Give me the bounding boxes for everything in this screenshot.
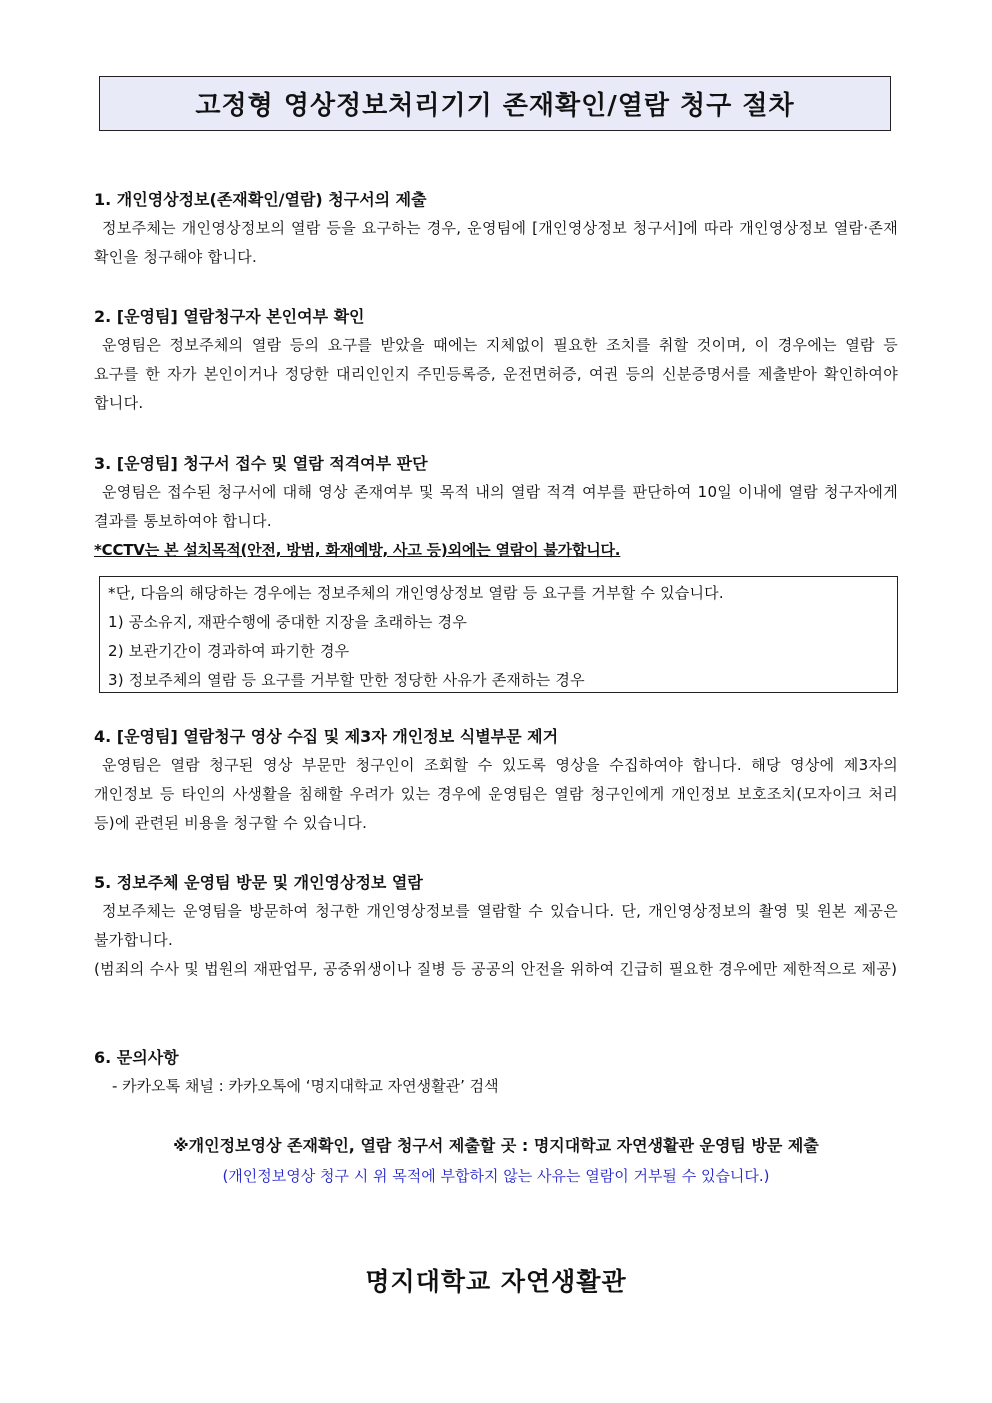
refusal-conditions-box bbox=[99, 576, 898, 693]
section-1 bbox=[94, 186, 898, 272]
kakao-channel-contact: - 카카오톡 채널 : 카카오톡에 ‘명지대학교 자연생활관’ 검색 bbox=[112, 1077, 499, 1095]
refusal-item: 3) 정보주체의 열람 등 요구를 거부할 만한 정당한 사유가 존재하는 경우 bbox=[108, 671, 585, 689]
section-3 bbox=[94, 450, 898, 565]
refusal-intro: *단, 다음의 해당하는 경우에는 정보주체의 개인영상정보 열람 등 요구를 거부할 수 있습니다. bbox=[108, 584, 724, 602]
submission-location: ※개인정보영상 존재확인, 열람 청구서 제출할 곳 : 명지대학교 자연생활관 운영팀 방문 제출 bbox=[173, 1136, 819, 1155]
section-4-heading: 4. [운영팀] 열람청구 영상 수집 및 제3자 개인정보 식별부문 제거 bbox=[94, 727, 559, 746]
section-4 bbox=[94, 723, 898, 838]
section-2-heading: 2. [운영팀] 열람청구자 본인여부 확인 bbox=[94, 307, 365, 326]
section-6 bbox=[94, 1044, 898, 1101]
section-5 bbox=[94, 869, 898, 984]
submission-note: (개인정보영상 청구 시 위 목적에 부합하지 않는 사유는 열람이 거부될 수 있습니다.) bbox=[222, 1167, 770, 1185]
section-4-body: 운영팀은 열람 청구된 영상 부문만 청구인이 조회할 수 있도록 영상을 수집하여야 합니다. 해당 영상에 제3자의 개인정보 등 타인의 사생활을 침해할 우려가 있는 경우에 운영팀은 열람 청구인에게 개인정보 보호조치(모자이크 처리 등)에 관련된 비용을 청구할 수 있습니다. bbox=[94, 756, 898, 832]
footer-organization: 명지대학교 자연생활관 bbox=[365, 1267, 627, 1296]
section-2 bbox=[94, 303, 898, 418]
section-1-heading: 1. 개인영상정보(존재확인/열람) 청구서의 제출 bbox=[94, 190, 427, 209]
section-6-heading: 6. 문의사항 bbox=[94, 1048, 179, 1067]
refusal-item: 2) 보관기간이 경과하여 파기한 경우 bbox=[108, 642, 350, 660]
cctv-notice: *CCTV는 본 설치목적(안전, 방범, 화재예방, 사고 등)외에는 열람이 불가합니다. bbox=[94, 541, 621, 559]
refusal-item: 1) 공소유지, 재판수행에 중대한 지장을 초래하는 경우 bbox=[108, 613, 468, 631]
page-title: 고정형 영상정보처리기기 존재확인/열람 청구 절차 bbox=[195, 91, 795, 121]
section-5-heading: 5. 정보주체 운영팀 방문 및 개인영상정보 열람 bbox=[94, 873, 423, 892]
section-5-body: 정보주체는 운영팀을 방문하여 청구한 개인영상정보를 열람할 수 있습니다. 단, 개인영상정보의 촬영 및 원본 제공은 불가합니다. bbox=[94, 902, 898, 949]
section-5-note: (범죄의 수사 및 법원의 재판업무, 공중위생이나 질병 등 공공의 안전을 위하여 긴급히 필요한 경우에만 제한적으로 제공) bbox=[94, 960, 898, 978]
section-3-heading: 3. [운영팀] 청구서 접수 및 열람 적격여부 판단 bbox=[94, 454, 428, 473]
section-3-body: 운영팀은 접수된 청구서에 대해 영상 존재여부 및 목적 내의 열람 적격 여부를 판단하여 10일 이내에 열람 청구자에게 결과를 통보하여야 합니다. bbox=[94, 483, 898, 530]
section-1-body: 정보주체는 개인영상정보의 열람 등을 요구하는 경우, 운영팀에 [개인영상정보 청구서]에 따라 개인영상정보 열람·존재 확인을 청구해야 합니다. bbox=[94, 219, 898, 266]
title-box bbox=[99, 76, 891, 131]
section-2-body: 운영팀은 정보주체의 열람 등의 요구를 받았을 때에는 지체없이 필요한 조치를 취할 것이며, 이 경우에는 열람 등 요구를 한 자가 본인이거나 정당한 대리인인지 주민등록증, 운전면허증, 여권 등의 신분증명서를 제출받아 확인하여야 합니다. bbox=[94, 336, 898, 412]
